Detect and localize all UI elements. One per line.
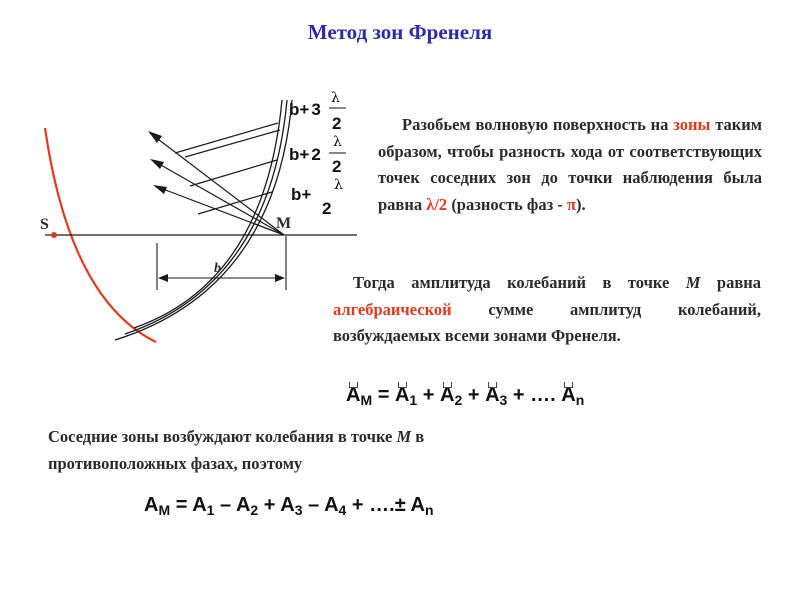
- distance-b-label: b: [214, 261, 221, 276]
- svg-text:b+2: b+ 2: [289, 145, 321, 164]
- path-label-2: [289, 134, 346, 176]
- point-m-label: M: [276, 215, 292, 232]
- b-arrowhead-left: [158, 274, 168, 282]
- svg-text:b+: b+: [291, 185, 312, 204]
- b-arrowhead-right: [275, 274, 285, 282]
- alternating-sum-formula: $A_M = A_1 - A_2 + A_3 - A_4$ + ….± $A_n$: [144, 494, 434, 518]
- source-label: S: [40, 216, 49, 233]
- zone-line: [175, 123, 278, 153]
- ray-arrowhead: [150, 159, 164, 169]
- path-label-1: [291, 177, 343, 218]
- source-point: [51, 232, 57, 238]
- page-title: Метод зон Френеля: [307, 20, 493, 44]
- svg-text:2: 2: [332, 114, 342, 133]
- svg-text:2: 2: [332, 157, 342, 176]
- svg-text:λ: λ: [331, 90, 340, 106]
- ray-arrowhead: [153, 185, 167, 194]
- paragraph-zones-definition: Разобьем волновую поверхность на зоны таким образом, чтобы разность хода от соответствующих точек соседних зон до точки наблюдения была равна λ/2 (разность фаз - π).: [378, 115, 763, 214]
- svg-text:λ: λ: [334, 177, 343, 193]
- svg-text:λ: λ: [333, 134, 342, 150]
- svg-text:b+3: b+ 3: [289, 100, 321, 119]
- paragraph-amplitude: Тогда амплитуда колебаний в точке M равна алгебраической сумме амплитуд колебаний, возбуждаемых всеми зонами Френеля.: [333, 273, 761, 345]
- wave-surface-1: [115, 100, 292, 340]
- zone-line: [185, 130, 280, 157]
- svg-text:2: 2: [322, 199, 332, 218]
- ray-line: [152, 160, 284, 235]
- path-label-3: [289, 90, 346, 133]
- amplitude-sum-formula: $A_M = A_1 + A_2 + A_3$ + …. $A_n$: [346, 384, 585, 408]
- paragraph-opposite-phases: Соседние зоны возбуждают колебания в точке M в противоположных фазах, поэтому: [48, 427, 425, 473]
